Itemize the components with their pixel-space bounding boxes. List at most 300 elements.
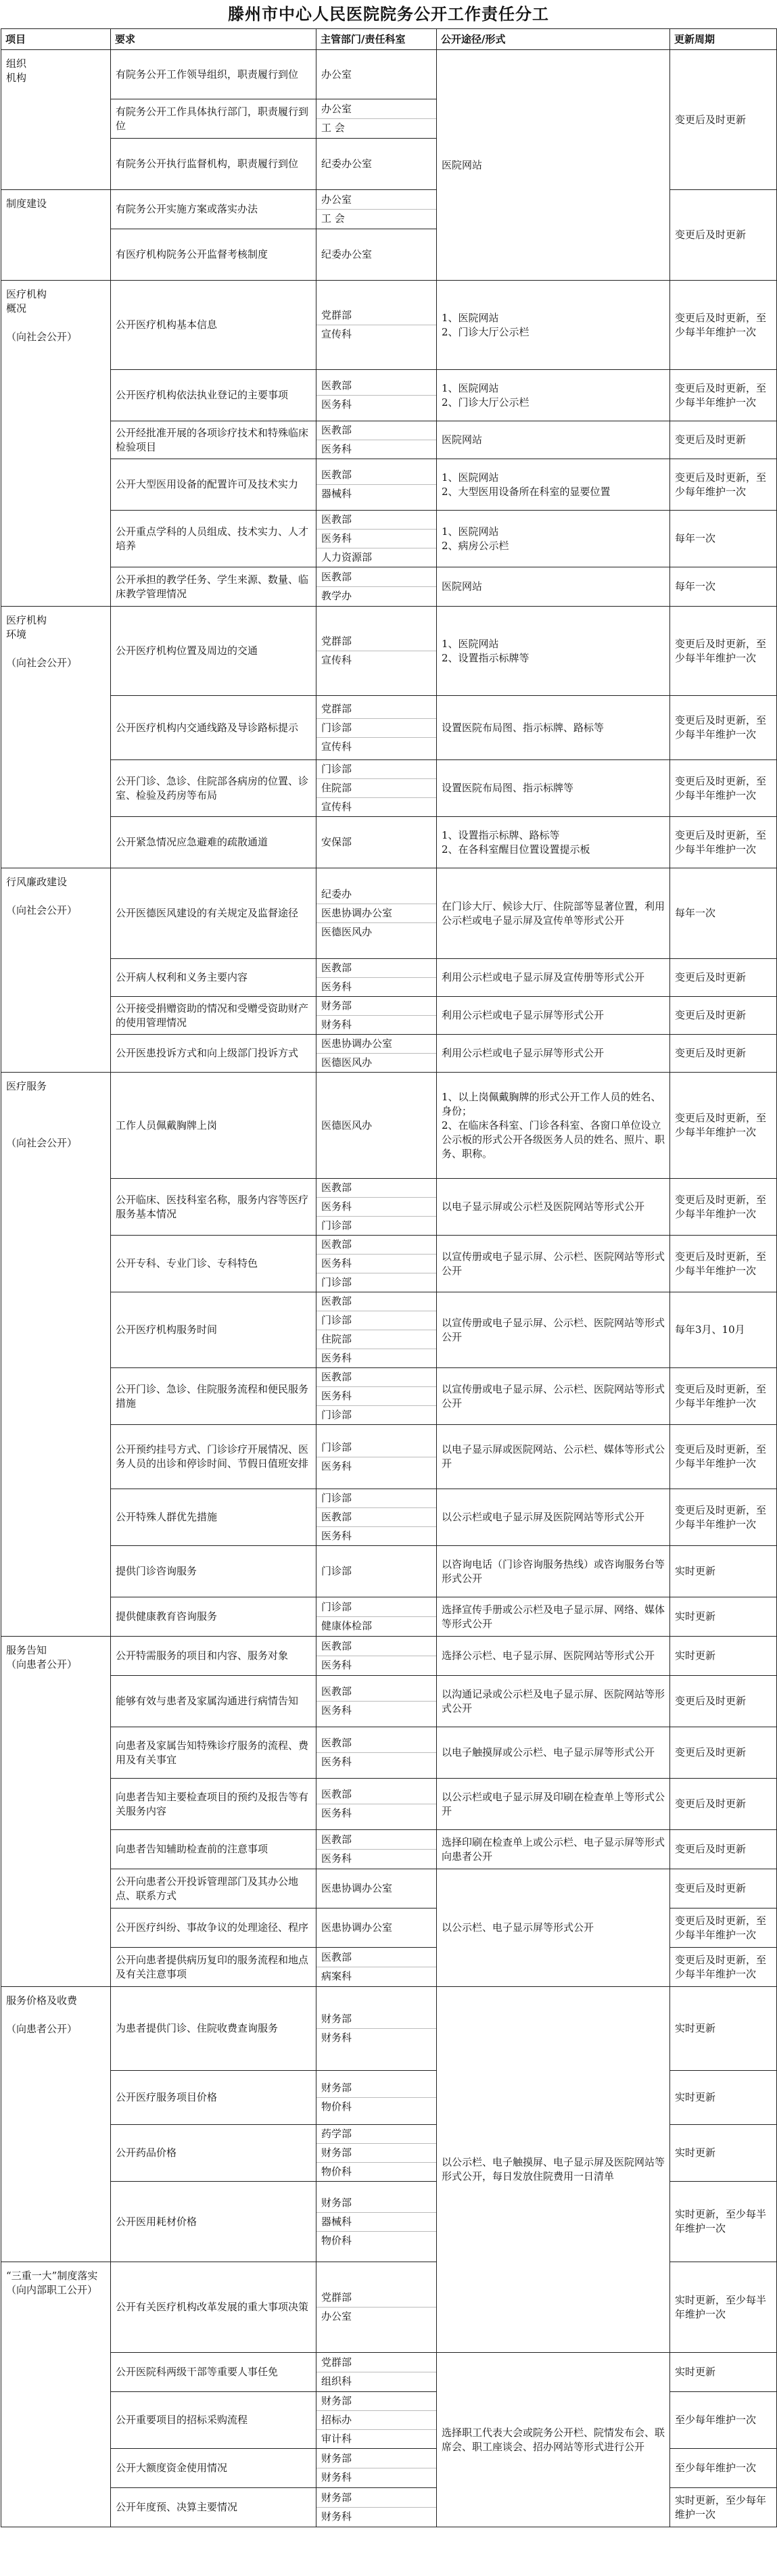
requirement-cell: 公开药品价格: [111, 2125, 316, 2182]
department-name: 医教部: [316, 377, 436, 396]
channel-text: 2、门诊大厅公示栏: [442, 396, 529, 408]
department-cell: [316, 567, 437, 607]
project-label: （向社会公开）: [6, 904, 78, 916]
channel-cell: [437, 370, 670, 421]
department-cell: [316, 511, 437, 567]
update-period-cell: 实时更新: [670, 1597, 777, 1637]
channel-cell: [437, 1546, 670, 1597]
department-name: 医务科: [321, 1659, 352, 1671]
requirement-cell: 提供门诊咨询服务: [111, 1546, 316, 1597]
update-period-cell: 实时更新: [670, 2353, 777, 2392]
channel-text: 以宣传册或电子显示屏、公示栏、医院网站等形式公开: [442, 1382, 665, 1409]
table-row: [1, 1779, 777, 1830]
department-name: 财务科: [321, 1018, 352, 1031]
page-title: 滕州市中心人民医院院务公开工作责任分工: [228, 4, 549, 24]
requirement-cell: 公开医用耗材价格: [111, 2182, 316, 2262]
department-cell: [316, 370, 437, 421]
department-name: 门诊部: [321, 1409, 352, 1421]
requirement-cell: 公开医德医风建设的有关规定及监督途径: [111, 868, 316, 959]
responsibility-table: [1, 28, 777, 2527]
update-period-cell: 变更后及时更新，至少每半年维护一次: [670, 1908, 777, 1948]
table-row: [1, 421, 777, 459]
project-label: [6, 642, 105, 656]
department-name: 医务科: [321, 1807, 352, 1819]
project-label: 医疗机构: [6, 288, 47, 300]
department-name: 工 会: [321, 212, 345, 225]
department-name: 门诊部: [316, 1489, 436, 1508]
update-period-cell: 实时更新: [670, 1987, 777, 2071]
table-row: [1, 1546, 777, 1597]
department-cell: [316, 607, 437, 696]
department-name: 医教部: [316, 466, 436, 485]
project-cell: [1, 1073, 111, 1637]
channel-cell: [437, 817, 670, 868]
channel-cell: [437, 1779, 670, 1830]
channel-cell: [437, 1035, 670, 1073]
channel-cell: [437, 997, 670, 1035]
project-cell: [1, 1637, 111, 1987]
channel-text: 2、在临床各科室、门诊各科室、各窗口单位设立公示板的形式公开各级医务人员的姓名、照片、职务、职称。: [442, 1119, 665, 1160]
department-name: 办公室: [321, 68, 352, 80]
update-period-cell: 变更后及时更新: [670, 1830, 777, 1869]
channel-text: 医院网站: [442, 580, 483, 592]
update-period-cell: 变更后及时更新: [670, 190, 777, 281]
update-period-cell: 变更后及时更新，至少每半年维护一次: [670, 1425, 777, 1489]
requirement-cell: 有院务公开实施方案或落实办法: [111, 190, 316, 229]
department-name: 医德医风办: [321, 1119, 373, 1131]
update-period-cell: 变更后及时更新: [670, 1676, 777, 1727]
department-name: 宣传科: [321, 328, 352, 340]
requirement-cell: 公开医患投诉方式和向上级部门投诉方式: [111, 1035, 316, 1073]
requirement-cell: 工作人员佩戴胸牌上岗: [111, 1073, 316, 1179]
requirement-cell: 向患者及家属告知特殊诊疗服务的流程、费用及有关事宜: [111, 1727, 316, 1779]
department-name: 医务科: [321, 443, 352, 455]
project-cell: [1, 1987, 111, 2262]
requirement-cell: 公开医疗机构依法执业登记的主要事项: [111, 370, 316, 421]
department-cell: [316, 2262, 437, 2353]
department-cell: [316, 1073, 437, 1179]
requirement-cell: 公开门诊、急诊、住院服务流程和便民服务措施: [111, 1368, 316, 1425]
update-period-cell: 实时更新: [670, 2071, 777, 2125]
table-row: [1, 1073, 777, 1179]
channel-text: 1、医院网站: [442, 381, 499, 394]
channel-text: 1、医院网站: [442, 471, 499, 484]
update-period-cell: 变更后及时更新，至少每半年维护一次: [670, 1073, 777, 1179]
table-row: [1, 1869, 777, 1908]
channel-text: 设置医院布局图、指示标牌等: [442, 782, 574, 794]
project-cell: [1, 868, 111, 1073]
update-period-cell: 变更后及时更新: [670, 997, 777, 1035]
department-name: 医教部: [316, 1637, 436, 1656]
channel-cell: [437, 1236, 670, 1292]
department-cell: [316, 99, 437, 139]
update-period-cell: 变更后及时更新: [670, 959, 777, 997]
channel-cell: [437, 868, 670, 959]
requirement-cell: 公开年度预、决算主要情况: [111, 2488, 316, 2527]
department-cell: [316, 817, 437, 868]
update-period-cell: 变更后及时更新: [670, 1035, 777, 1073]
channel-cell: [437, 607, 670, 696]
department-name: 财务部: [316, 2450, 436, 2468]
department-name: 党群部: [316, 632, 436, 651]
project-label: [6, 2008, 105, 2022]
project-label: 医疗机构: [6, 614, 47, 626]
update-period-cell: 实时更新: [670, 2125, 777, 2182]
requirement-cell: 公开预约挂号方式、门诊诊疗开展情况、医务人员的出诊和停诊时间、节假日值班安排: [111, 1425, 316, 1489]
department-name: 药学部: [316, 2125, 436, 2144]
channel-cell: [437, 50, 670, 281]
channel-text: 1、医院网站: [442, 311, 499, 324]
department-name: 办公室: [316, 100, 436, 119]
requirement-cell: 公开医疗机构服务时间: [111, 1292, 316, 1368]
department-name: 医务科: [321, 1852, 352, 1865]
requirement-cell: 公开医疗机构基本信息: [111, 281, 316, 370]
channel-cell: [437, 959, 670, 997]
department-name: 门诊部: [316, 760, 436, 779]
channel-cell: [437, 1368, 670, 1425]
project-label: （向患者公开）: [6, 1658, 78, 1670]
department-cell: [316, 1727, 437, 1779]
update-period-cell: 实时更新: [670, 1637, 777, 1676]
department-name: 财务部: [316, 997, 436, 1016]
requirement-cell: 提供健康教育咨询服务: [111, 1597, 316, 1637]
project-label: “三重一大”制度落实: [6, 2270, 98, 2282]
requirement-cell: 有院务公开工作领导组织，职责履行到位: [111, 50, 316, 99]
requirement-cell: 公开特殊人群优先措施: [111, 1489, 316, 1546]
department-cell: [316, 959, 437, 997]
requirement-cell: 公开向患者公开投诉管理部门及其办公地点、联系方式: [111, 1869, 316, 1908]
project-label: 医疗服务: [6, 1080, 47, 1092]
channel-cell: [437, 511, 670, 567]
department-name: 办公室: [316, 191, 436, 210]
update-period-cell: 变更后及时更新，至少每半年维护一次: [670, 1948, 777, 1987]
department-name: 党群部: [316, 2289, 436, 2308]
project-label: [6, 889, 105, 904]
department-cell: [316, 2182, 437, 2262]
update-period-cell: 实时更新，至少每半年维护一次: [670, 2262, 777, 2353]
department-name: 财务科: [321, 2510, 352, 2523]
channel-text: 选择职工代表大会或院务公开栏、院情发布会、联席会、职工座谈会、招办网站等形式进行公开: [442, 2426, 665, 2453]
department-name: 纪委办: [316, 885, 436, 904]
requirement-cell: 向患者告知辅助检查前的注意事项: [111, 1830, 316, 1869]
department-name: 纪委办公室: [321, 248, 373, 260]
table-row: [1, 959, 777, 997]
department-name: 门诊部: [316, 1438, 436, 1457]
requirement-cell: 公开医疗纠纷、事故争议的处理途径、程序: [111, 1908, 316, 1948]
project-label: 服务价格及收费: [6, 1994, 78, 2007]
channel-cell: [437, 1597, 670, 1637]
requirement-cell: 公开大额度资金使用情况: [111, 2449, 316, 2488]
channel-cell: [437, 1676, 670, 1727]
channel-text: 以沟通记录或公示栏及电子显示屏、医院网站等形式公开: [442, 1687, 665, 1714]
requirement-cell: 公开医院科两级干部等重要人事任免: [111, 2353, 316, 2392]
channel-text: 医院网站: [442, 434, 483, 446]
department-name: 医教部: [316, 1831, 436, 1850]
update-period-cell: 变更后及时更新: [670, 1727, 777, 1779]
department-name: 住院部: [316, 779, 436, 798]
requirement-cell: 公开重要项目的招标采购流程: [111, 2392, 316, 2449]
department-name: 病案科: [321, 1970, 352, 1982]
department-name: 财务部: [316, 2079, 436, 2098]
department-cell: [316, 2071, 437, 2125]
department-name: 器械科: [316, 2213, 436, 2232]
channel-text: 2、门诊大厅公示栏: [442, 325, 529, 338]
department-name: 医教部: [316, 568, 436, 587]
channel-text: 2、设置指示标牌等: [442, 651, 529, 664]
department-name: 医务科: [321, 1459, 352, 1472]
table-row: [1, 1676, 777, 1727]
table-row: [1, 1425, 777, 1489]
department-name: 安保部: [321, 836, 352, 848]
update-period-cell: 变更后及时更新: [670, 1779, 777, 1830]
project-label: （向内部职工公开）: [6, 2284, 98, 2296]
table-row: [1, 459, 777, 511]
requirement-cell: 公开医疗机构内交通线路及导诊路标提示: [111, 696, 316, 760]
channel-cell: [437, 1727, 670, 1779]
department-cell: [316, 760, 437, 817]
update-period-cell: 变更后及时更新: [670, 421, 777, 459]
department-name: 医务科: [321, 1530, 352, 1542]
project-cell: [1, 2262, 111, 2527]
department-name: 财务部: [316, 2010, 436, 2029]
department-name: 医教部: [316, 421, 436, 440]
department-name: 医患协调办公室: [321, 1921, 393, 1934]
department-name: 物价科: [321, 2234, 352, 2247]
channel-text: 以宣传册或电子显示屏、公示栏、医院网站等形式公开: [442, 1250, 665, 1277]
department-name: 医患协调办公室: [316, 904, 436, 923]
department-cell: [316, 459, 437, 511]
channel-text: 2、在各科室醒目位置设置提示板: [442, 843, 590, 856]
department-cell: [316, 2488, 437, 2527]
department-name: 医患协调办公室: [316, 1035, 436, 1054]
update-period-cell: 每年一次: [670, 868, 777, 959]
department-cell: [316, 1637, 437, 1676]
requirement-cell: 公开医疗服务项目价格: [111, 2071, 316, 2125]
requirement-cell: 公开病人权利和义务主要内容: [111, 959, 316, 997]
department-name: 医德医风办: [321, 926, 373, 938]
table-row: [1, 511, 777, 567]
department-name: 住院部: [316, 1330, 436, 1349]
department-name: 物价科: [321, 2101, 352, 2113]
channel-text: 利用公示栏或电子显示屏等形式公开: [442, 1047, 605, 1059]
channel-text: 选择印刷在检查单上或公示栏、电子显示屏等形式向患者公开: [442, 1835, 665, 1863]
department-name: 医教部: [316, 1948, 436, 1967]
department-cell: [316, 1948, 437, 1987]
department-cell: [316, 2125, 437, 2182]
channel-cell: [437, 1637, 670, 1676]
channel-text: 利用公示栏或电子显示屏等形式公开: [442, 1009, 605, 1021]
channel-cell: [437, 1869, 670, 1987]
department-cell: [316, 50, 437, 99]
table-row: [1, 1830, 777, 1869]
channel-text: 利用公示栏或电子显示屏及宣传册等形式公开: [442, 971, 645, 983]
requirement-cell: 有医疗机构院务公开监督考核制度: [111, 229, 316, 281]
header-requirement: 要求: [111, 29, 316, 50]
department-cell: [316, 139, 437, 190]
table-row: [1, 868, 777, 959]
department-cell: [316, 1830, 437, 1869]
department-name: 医务科: [316, 1255, 436, 1273]
project-label: 概况: [6, 302, 27, 314]
department-name: 医务科: [321, 1704, 352, 1716]
table-body: [1, 50, 777, 2527]
department-name: 财务部: [316, 2392, 436, 2411]
project-label: 机构: [6, 72, 27, 84]
channel-text: 1、医院网站: [442, 525, 499, 538]
requirement-cell: 公开接受捐赠资助的情况和受赠受资助财产的使用管理情况: [111, 997, 316, 1035]
requirement-cell: 公开经批准开展的各项诊疗技术和特殊临床检验项目: [111, 421, 316, 459]
department-name: 医教部: [316, 1236, 436, 1255]
update-period-cell: 变更后及时更新，至少每半年维护一次: [670, 281, 777, 370]
table-row: [1, 760, 777, 817]
header-channel: 公开途径/形式: [437, 29, 670, 50]
department-cell: [316, 696, 437, 760]
channel-cell: [437, 1179, 670, 1236]
table-row: [1, 1035, 777, 1073]
department-name: 门诊部: [316, 719, 436, 738]
department-name: 医教部: [316, 1179, 436, 1198]
department-name: 党群部: [316, 700, 436, 719]
project-label: 环境: [6, 628, 27, 640]
department-cell: [316, 1035, 437, 1073]
table-row: [1, 607, 777, 696]
department-name: 财务科: [321, 2471, 352, 2483]
table-row: [1, 567, 777, 607]
department-name: 党群部: [316, 2353, 436, 2372]
department-name: 财务部: [316, 2489, 436, 2508]
table-row: [1, 1292, 777, 1368]
update-period-cell: 每年一次: [670, 511, 777, 567]
department-name: 办公室: [321, 2310, 352, 2322]
department-name: 健康体检部: [321, 1620, 373, 1632]
department-cell: [316, 1236, 437, 1292]
department-cell: [316, 1597, 437, 1637]
table-row: [1, 1597, 777, 1637]
department-name: 医务科: [316, 1387, 436, 1406]
department-cell: [316, 1425, 437, 1489]
requirement-cell: 公开有关医疗机构改革发展的重大事项决策: [111, 2262, 316, 2353]
update-period-cell: 实时更新: [670, 1546, 777, 1597]
requirement-cell: 向患者告知主要检查项目的预约及报告等有关服务内容: [111, 1779, 316, 1830]
department-name: 医务科: [316, 530, 436, 548]
channel-cell: [437, 1489, 670, 1546]
requirement-cell: 公开重点学科的人员组成、技术实力、人才培养: [111, 511, 316, 567]
project-cell: [1, 607, 111, 868]
update-period-cell: 变更后及时更新，至少每半年维护一次: [670, 1236, 777, 1292]
requirement-cell: 为患者提供门诊、住院收费查询服务: [111, 1987, 316, 2071]
table-row: [1, 997, 777, 1035]
channel-text: 设置医院布局图、指示标牌、路标等: [442, 721, 605, 734]
requirement-cell: 公开大型医用设备的配置许可及技术实力: [111, 459, 316, 511]
channel-cell: [437, 1292, 670, 1368]
channel-text: 以宣传册或电子显示屏、公示栏、医院网站等形式公开: [442, 1316, 665, 1343]
project-cell: [1, 50, 111, 190]
department-name: 医教部: [316, 1785, 436, 1804]
department-name: 财务科: [321, 2032, 352, 2044]
channel-cell: [437, 2353, 670, 2527]
channel-text: 以电子显示屏或医院网站、公示栏、媒体等形式公开: [442, 1443, 665, 1470]
department-name: 医务科: [321, 1756, 352, 1768]
table-row: [1, 370, 777, 421]
department-cell: [316, 1292, 437, 1368]
department-cell: [316, 1908, 437, 1948]
channel-cell: [437, 696, 670, 760]
table-header-row: [1, 29, 777, 50]
project-label: 制度建设: [6, 197, 47, 210]
project-label: [6, 1094, 105, 1108]
table-row: [1, 1987, 777, 2071]
channel-text: 以电子触摸屏或公示栏、电子显示屏等形式公开: [442, 1746, 655, 1758]
update-period-cell: 变更后及时更新: [670, 50, 777, 190]
department-cell: [316, 2353, 437, 2392]
department-cell: [316, 1546, 437, 1597]
project-label: （向患者公开）: [6, 2023, 78, 2035]
table-row: [1, 1179, 777, 1236]
department-name: 医德医风办: [321, 1056, 373, 1069]
update-period-cell: 变更后及时更新: [670, 1869, 777, 1908]
channel-cell: [437, 459, 670, 511]
channel-text: 1、以上岗佩戴胸牌的形式公开工作人员的姓名、身份；: [442, 1090, 661, 1117]
channel-text: 2、大型医用设备所在科室的显要位置: [442, 485, 611, 498]
requirement-cell: 公开临床、医技科室名称，服务内容等医疗服务基本情况: [111, 1179, 316, 1236]
channel-text: 1、设置指示标牌、路标等: [442, 828, 560, 841]
department-name: 组织科: [321, 2375, 352, 2387]
project-label: （向社会公开）: [6, 1137, 78, 1149]
department-name: 门诊部: [316, 1311, 436, 1330]
update-period-cell: 变更后及时更新，至少每年维护一次: [670, 459, 777, 511]
department-cell: [316, 1489, 437, 1546]
department-cell: [316, 229, 437, 281]
department-cell: [316, 421, 437, 459]
department-cell: [316, 2392, 437, 2449]
department-name: 医患协调办公室: [321, 1882, 393, 1894]
channel-cell: [437, 1987, 670, 2353]
channel-cell: [437, 760, 670, 817]
update-period-cell: 变更后及时更新，至少每半年维护一次: [670, 696, 777, 760]
department-name: 宣传科: [321, 801, 352, 813]
update-period-cell: 变更后及时更新，至少每半年维护一次: [670, 1489, 777, 1546]
department-cell: [316, 281, 437, 370]
department-name: 物价科: [321, 2165, 352, 2178]
department-cell: [316, 868, 437, 959]
update-period-cell: 变更后及时更新，至少每半年维护一次: [670, 760, 777, 817]
department-cell: [316, 997, 437, 1035]
department-name: 宣传科: [321, 740, 352, 753]
project-cell: [1, 190, 111, 281]
channel-text: 以公示栏、电子触摸屏、电子显示屏及医院网站等形式公开，每日发放住院费用一日清单: [442, 2156, 665, 2182]
table-row: [1, 1727, 777, 1779]
department-cell: [316, 2449, 437, 2488]
channel-text: 选择公示栏、电子显示屏、医院网站等形式公开: [442, 1649, 655, 1662]
channel-text: 在门诊大厅、候诊大厅、住院部等显著位置，利用公示栏或电子显示屏及宣传单等形式公开: [442, 899, 665, 927]
update-period-cell: 变更后及时更新，至少每半年维护一次: [670, 607, 777, 696]
requirement-cell: 能够有效与患者及家属沟通进行病情告知: [111, 1676, 316, 1727]
project-label: 组织: [6, 57, 27, 70]
channel-text: 以电子显示屏或公示栏及医院网站等形式公开: [442, 1200, 645, 1213]
department-name: 财务部: [316, 2144, 436, 2163]
table-row: [1, 696, 777, 760]
header-update-period: 更新周期: [670, 29, 777, 50]
channel-cell: [437, 421, 670, 459]
header-project: 项目: [1, 29, 111, 50]
requirement-cell: 公开紧急情况应急避难的疏散通道: [111, 817, 316, 868]
table-row: [1, 817, 777, 868]
requirement-cell: 有院务公开执行监督机构，职责履行到位: [111, 139, 316, 190]
table-row: [1, 2353, 777, 2392]
department-name: 医教部: [316, 1368, 436, 1387]
department-cell: [316, 1179, 437, 1236]
channel-text: 2、病房公示栏: [442, 539, 509, 552]
